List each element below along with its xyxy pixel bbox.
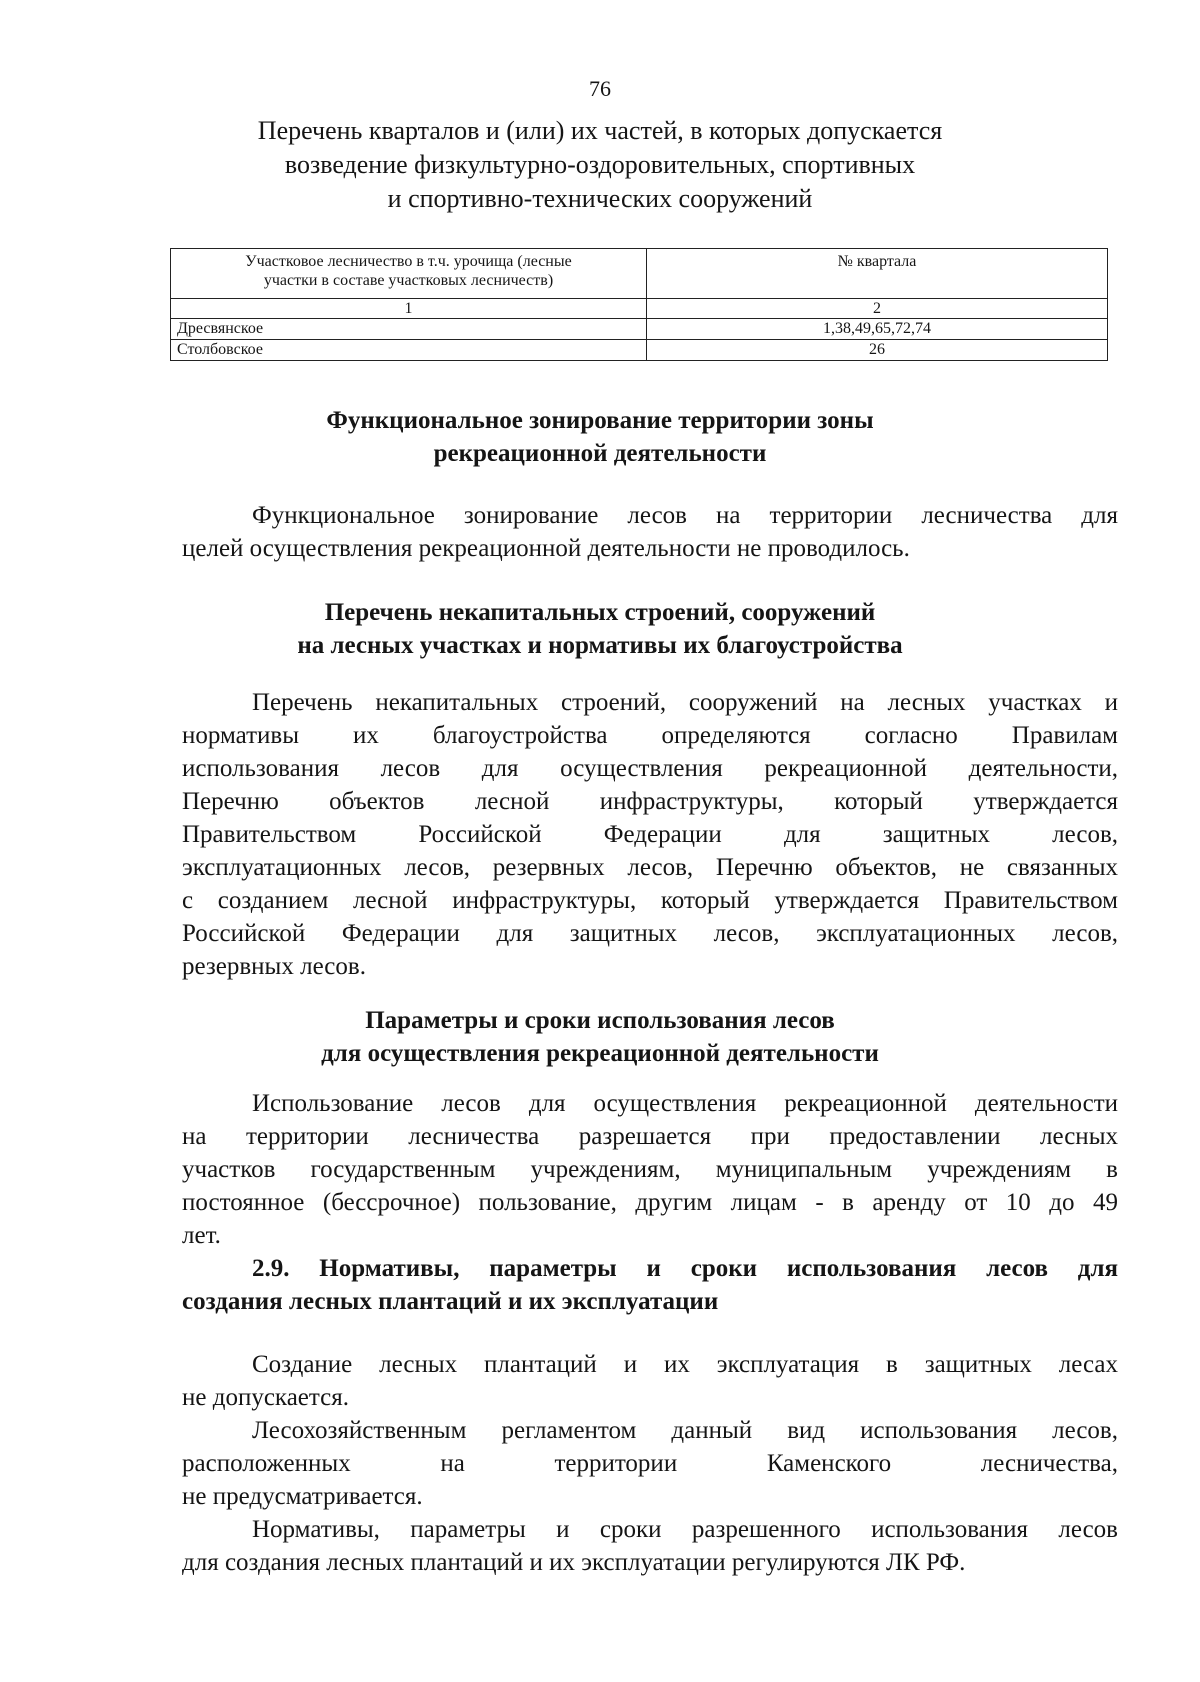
paragraph-line: Создание лесных плантаций и их эксплуатация в защитных лесах bbox=[252, 1351, 1118, 1378]
paragraph-line: Нормативы, параметры и сроки разрешенного использования лесов bbox=[252, 1516, 1118, 1543]
paragraph-line: Правительством Российской Федерации для защитных лесов, bbox=[182, 821, 1118, 848]
paragraph-line: Российской Федерации для защитных лесов, эксплуатационных лесов, bbox=[182, 920, 1118, 947]
paragraph-line: резервных лесов. bbox=[182, 953, 366, 980]
quarters-table bbox=[170, 248, 1108, 361]
page-number: 76 bbox=[589, 76, 611, 101]
paragraph-line: постоянное (бессрочное) пользование, другим лицам - в аренду от 10 до 49 bbox=[182, 1189, 1118, 1216]
paragraph-plantations-2 bbox=[182, 1414, 1118, 1513]
paragraph-line: с созданием лесной инфраструктуры, который утверждается Правительством bbox=[182, 887, 1118, 914]
paragraph-line: не допускается. bbox=[182, 1384, 349, 1411]
paragraph-line: для создания лесных плантаций и их эксплуатации регулируются ЛК РФ. bbox=[182, 1549, 966, 1576]
table-title-line: Перечень кварталов и (или) их частей, в которых допускается bbox=[257, 116, 943, 145]
paragraph-line: на территории лесничества разрешается при предоставлении лесных bbox=[182, 1123, 1118, 1150]
table-header-row bbox=[171, 249, 1108, 299]
heading-line: Функциональное зонирование территории зоны bbox=[326, 407, 874, 434]
paragraph-params bbox=[182, 1087, 1118, 1252]
header-cell-quarter: № квартала bbox=[647, 249, 1108, 299]
paragraph-plantations-3 bbox=[182, 1513, 1118, 1579]
heading-line: 2.9. Нормативы, параметры и сроки использования лесов для bbox=[252, 1255, 1118, 1282]
table-row bbox=[171, 340, 1108, 361]
paragraph-line: Функциональное зонирование лесов на территории лесничества для bbox=[252, 502, 1118, 529]
paragraph-structures bbox=[182, 686, 1118, 983]
section-heading-zoning bbox=[180, 404, 1020, 470]
heading-line: рекреационной деятельности bbox=[433, 440, 767, 467]
paragraph-line: целей осуществления рекреационной деятельности не проводилось. bbox=[182, 535, 910, 562]
table-title-line: и спортивно-технических сооружений bbox=[387, 184, 813, 213]
heading-line: создания лесных плантаций и их эксплуатации bbox=[182, 1288, 719, 1315]
header-cell-line: участки в составе участковых лесничеств) bbox=[263, 272, 554, 289]
table-row bbox=[171, 319, 1108, 340]
heading-line: Перечень некапитальных строений, сооружений bbox=[324, 599, 876, 626]
section-heading-2-9 bbox=[182, 1252, 1118, 1318]
paragraph-line: нормативы их благоустройства определяются согласно Правилам bbox=[182, 722, 1118, 749]
heading-line: на лесных участках и нормативы их благоустройства bbox=[297, 632, 903, 659]
table-title bbox=[180, 114, 1020, 216]
table-cell-quarters: 1,38,49,65,72,74 bbox=[647, 319, 1108, 340]
paragraph-line: участков государственным учреждениям, муниципальным учреждениям в bbox=[182, 1156, 1118, 1183]
paragraph-line: Перечню объектов лесной инфраструктуры, который утверждается bbox=[182, 788, 1118, 815]
header-cell-forestry bbox=[171, 249, 647, 299]
paragraph-line: лет. bbox=[182, 1222, 221, 1249]
paragraph-line: Лесохозяйственным регламентом данный вид использования лесов, bbox=[252, 1417, 1118, 1444]
paragraph-line: не предусматривается. bbox=[182, 1483, 423, 1510]
paragraph-plantations-1 bbox=[182, 1348, 1118, 1414]
section-heading-params bbox=[180, 1004, 1020, 1070]
paragraph-line: эксплуатационных лесов, резервных лесов, Перечню объектов, не связанных bbox=[182, 854, 1118, 881]
header-cell-line: Участковое лесничество в т.ч. урочища (лесные bbox=[245, 253, 572, 270]
table-cell-forestry: Столбовское bbox=[171, 340, 647, 361]
quarters-table-wrapper bbox=[170, 248, 1108, 361]
table-cell-quarters: 26 bbox=[647, 340, 1108, 361]
heading-line: Параметры и сроки использования лесов bbox=[365, 1007, 835, 1034]
section-heading-structures bbox=[180, 596, 1020, 662]
heading-line: для осуществления рекреационной деятельности bbox=[321, 1040, 879, 1067]
paragraph-line: расположенных на территории Каменского лесничества, bbox=[182, 1450, 1118, 1477]
paragraph-line: Перечень некапитальных строений, сооружений на лесных участках и bbox=[252, 689, 1118, 716]
paragraph-zoning bbox=[182, 499, 1118, 565]
table-cell-forestry: Дресвянское bbox=[171, 319, 647, 340]
paragraph-line: использования лесов для осуществления рекреационной деятельности, bbox=[182, 755, 1118, 782]
column-number-cell: 2 bbox=[647, 299, 1108, 319]
table-title-line: возведение физкультурно-оздоровительных, спортивных bbox=[284, 150, 916, 179]
column-number-cell: 1 bbox=[171, 299, 647, 319]
paragraph-line: Использование лесов для осуществления рекреационной деятельности bbox=[252, 1090, 1118, 1117]
column-number-row bbox=[171, 299, 1108, 319]
